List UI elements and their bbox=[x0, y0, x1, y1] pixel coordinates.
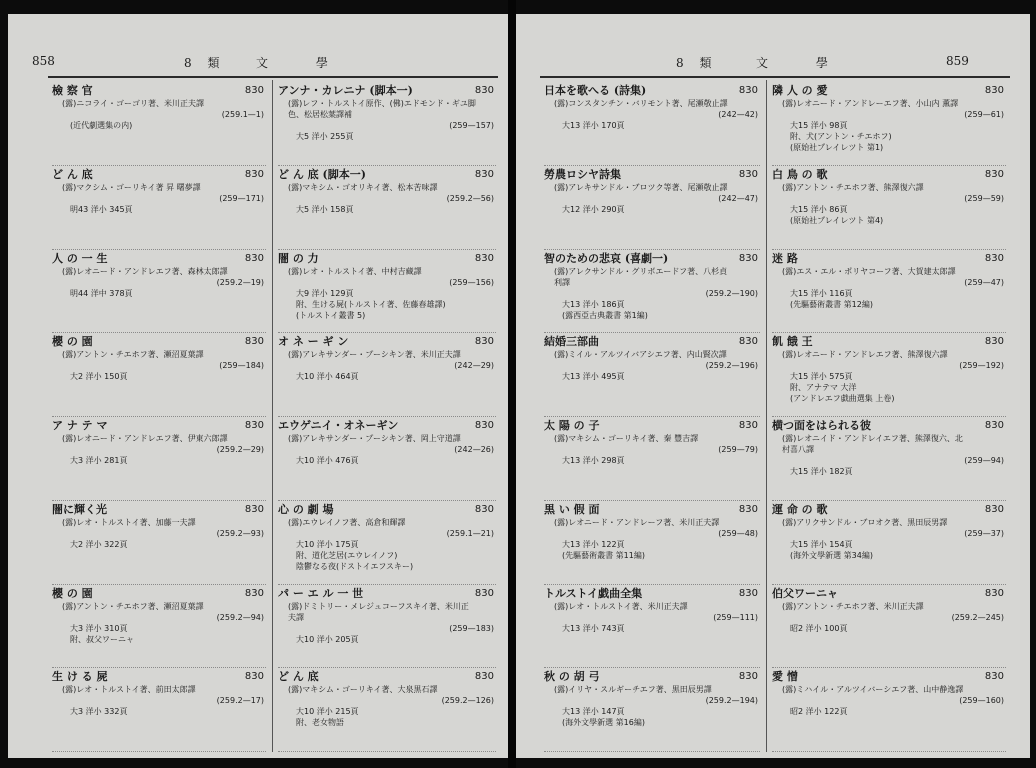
entry-title: パ ー エ ル 一 世 bbox=[278, 586, 364, 600]
entry-class-code: 830 bbox=[984, 503, 1004, 515]
entry-author-line: (露)ミハイル・アルツイバーシエフ著、山中静逸譯 bbox=[782, 685, 964, 695]
entry-title: 運 命 の 歌 bbox=[772, 502, 828, 516]
entry-author-line: (露)アレクサンドル・グリボエードフ著、八杉貞 bbox=[554, 266, 728, 276]
entry-meta-line: 大15 洋小 116頁 bbox=[790, 288, 853, 298]
catalog-entry bbox=[52, 166, 266, 250]
entry-author-line: (露)ドミトリー・メレジュコーフスキイ著、米川正 bbox=[288, 601, 469, 611]
entry-author-line: (露)アレキサンドル・ブロツク等著、尾瀬敬止譯 bbox=[554, 182, 728, 192]
entry-meta-line: 大13 洋小 298頁 bbox=[562, 456, 625, 465]
entry-meta-line: 昭2 洋小 100頁 bbox=[790, 623, 848, 633]
entry-meta-line: 大2 洋小 322頁 bbox=[70, 539, 128, 549]
left-columns bbox=[8, 82, 508, 752]
entry-class-code: 830 bbox=[244, 420, 264, 431]
catalog-entry bbox=[278, 82, 496, 166]
entry-call-number: (259.2—29) bbox=[216, 445, 264, 454]
entry-meta-line: (アンドレエフ戯曲選集 上卷) bbox=[790, 394, 895, 404]
entry-call-number: (259—183) bbox=[449, 623, 494, 633]
entry-call-number: (242—42) bbox=[718, 110, 758, 119]
entry-meta-line: 明44 洋中 378頁 bbox=[70, 288, 133, 298]
entry-class-code: 830 bbox=[474, 85, 494, 96]
entry-title: 隣 人 の 愛 bbox=[772, 84, 828, 97]
entry-class-code: 830 bbox=[738, 252, 758, 264]
entry-call-number: (259—192) bbox=[959, 361, 1004, 371]
left-class-label: 8 類 bbox=[184, 56, 226, 70]
entry-class-code: 830 bbox=[738, 336, 758, 348]
entry-class-code: 830 bbox=[244, 85, 264, 96]
entry-meta-line: 大2 洋小 150頁 bbox=[70, 372, 128, 382]
catalog-entry bbox=[52, 250, 266, 334]
column-4 bbox=[772, 82, 1006, 752]
right-page bbox=[516, 14, 1030, 758]
entry-meta-line: (海外文學新選 第16編) bbox=[562, 718, 645, 728]
entry-call-number: (259—94) bbox=[964, 456, 1004, 465]
entry-meta-line: (近代劇選集の内) bbox=[70, 121, 133, 130]
entry-author-line: (露)レフ・トルストイ原作、(佛)エドモンド・ギユ脚 bbox=[288, 99, 476, 108]
entry-call-number: (242—47) bbox=[718, 193, 758, 203]
catalog-entry bbox=[772, 82, 1006, 166]
entry-meta-line: 大15 洋小 182頁 bbox=[790, 467, 853, 476]
entry-class-code: 830 bbox=[474, 252, 494, 264]
entry-title: 太 陽 の 子 bbox=[544, 419, 600, 432]
entry-meta-line: 大3 洋小 310頁 bbox=[70, 623, 128, 633]
entry-title: 伯父ワーニャ bbox=[772, 586, 838, 600]
entry-author-line: (露)マキシム・ゴーリキイ著、大泉黒石譯 bbox=[288, 685, 438, 695]
entry-meta-line: 大9 洋小 129頁 bbox=[296, 288, 354, 298]
entry-class-code: 830 bbox=[244, 587, 264, 599]
entry-author-line: (露)ミイル・アルツイバアシエフ著、内山賢次譯 bbox=[554, 350, 727, 360]
entry-meta-line: 大15 洋小 86頁 bbox=[790, 204, 848, 214]
catalog-entry bbox=[52, 82, 266, 166]
entry-title: 生 け る 屍 bbox=[52, 670, 108, 684]
entry-author-line: (露)マキシム・ゴーリキイ著、秦 豐吉譯 bbox=[554, 434, 699, 443]
entry-author-line: (露)アントン・チエホフ著、米川正夫譯 bbox=[782, 601, 924, 611]
catalog-entry bbox=[544, 417, 760, 501]
entry-meta-line: 大5 洋小 255頁 bbox=[296, 132, 354, 141]
entry-meta-line: (トルストイ叢書 5) bbox=[296, 310, 366, 320]
catalog-entry bbox=[278, 166, 496, 250]
entry-call-number: (259.1—1) bbox=[221, 110, 264, 119]
entry-call-number: (259—157) bbox=[449, 121, 494, 130]
catalog-entry bbox=[278, 333, 496, 417]
entry-author-line: 夫譯 bbox=[288, 612, 304, 622]
entry-class-code: 830 bbox=[474, 168, 494, 180]
entry-meta-line: 大15 洋小 154頁 bbox=[790, 539, 853, 549]
entry-call-number: (259—37) bbox=[964, 528, 1004, 538]
entry-call-number: (259—47) bbox=[964, 277, 1004, 287]
entry-author-line: (露)ニコライ・ゴーゴリ著、米川正夫譯 bbox=[62, 99, 205, 108]
right-page-number: 859 bbox=[946, 54, 969, 68]
entry-title: 櫻 の 園 bbox=[52, 335, 93, 349]
entry-title: オ ネ ー ギ ン bbox=[278, 335, 349, 349]
entry-class-code: 830 bbox=[984, 85, 1004, 96]
entry-meta-line: 大13 洋小 495頁 bbox=[562, 372, 625, 382]
catalog-entry bbox=[544, 585, 760, 669]
entry-meta-line: (露西亞古典叢書 第1編) bbox=[562, 310, 648, 320]
entry-meta-line: (原始社プレイレツト 第1) bbox=[790, 143, 884, 152]
entry-class-code: 830 bbox=[474, 671, 494, 683]
entry-author-line: (露)アントン・チエホフ著、瀬沼夏葉譯 bbox=[62, 350, 204, 360]
column-2 bbox=[278, 82, 496, 752]
entry-author-line: (露)マクシム・ゴーリキイ著 昇 曙夢譯 bbox=[62, 182, 201, 192]
catalog-entry bbox=[544, 250, 760, 334]
entry-call-number: (259.2—19) bbox=[216, 277, 264, 287]
catalog-entry bbox=[52, 501, 266, 585]
catalog-entry bbox=[52, 585, 266, 669]
column-3 bbox=[544, 82, 760, 752]
entry-title: ア ナ テ マ bbox=[52, 419, 108, 432]
entry-title: 智のための悲哀 (喜劇一) bbox=[544, 251, 669, 265]
entry-author-line: (露)アリクサンドル・ブロオク著、黒田辰男譯 bbox=[782, 517, 948, 527]
entry-class-code: 830 bbox=[984, 671, 1004, 683]
entry-class-code: 830 bbox=[244, 168, 264, 180]
right-header-rule bbox=[540, 76, 1010, 78]
entry-title: 結婚三部曲 bbox=[544, 335, 599, 349]
entry-author-line: (露)コンスタンチン・バリモント著、尾瀬敬止譯 bbox=[554, 99, 728, 108]
entry-call-number: (259.2—190) bbox=[705, 288, 758, 298]
entry-class-code: 830 bbox=[244, 252, 264, 264]
entry-meta-line: 大13 洋小 170頁 bbox=[562, 121, 625, 130]
right-subject-label: 文 學 bbox=[756, 56, 850, 70]
entry-title: 秋 の 胡 弓 bbox=[544, 670, 600, 684]
entry-title: 檢 察 官 bbox=[52, 84, 93, 97]
catalog-entry bbox=[278, 585, 496, 669]
catalog-entry bbox=[278, 250, 496, 334]
entry-call-number: (259—184) bbox=[219, 361, 264, 371]
entry-call-number: (242—26) bbox=[454, 445, 494, 454]
entry-meta-line: 大13 洋小 743頁 bbox=[562, 623, 625, 633]
entry-meta-line: 大13 洋小 122頁 bbox=[562, 539, 625, 549]
entry-meta-line: 大10 洋小 464頁 bbox=[296, 372, 359, 382]
entry-class-code: 830 bbox=[984, 587, 1004, 599]
entry-class-code: 830 bbox=[738, 168, 758, 180]
entry-author-line: (露)レオ・トルストイ著、中村吉藏譯 bbox=[288, 266, 422, 276]
entry-call-number: (259—61) bbox=[964, 110, 1004, 119]
entry-author-line: (露)レオニード・アンドレエフ著、熊澤復六譯 bbox=[782, 350, 948, 360]
left-subject-label: 文 學 bbox=[256, 56, 350, 70]
entry-class-code: 830 bbox=[244, 336, 264, 348]
entry-class-code: 830 bbox=[738, 85, 758, 96]
entry-call-number: (259.2—94) bbox=[216, 612, 264, 622]
catalog-entry bbox=[772, 166, 1006, 250]
entry-call-number: (259.2—56) bbox=[446, 193, 494, 203]
entry-meta-line: 大3 洋小 281頁 bbox=[70, 456, 128, 465]
entry-class-code: 830 bbox=[984, 168, 1004, 180]
entry-call-number: (242—29) bbox=[454, 361, 494, 371]
entry-call-number: (259.2—196) bbox=[705, 361, 758, 371]
catalog-entry bbox=[544, 166, 760, 250]
catalog-entry bbox=[52, 333, 266, 417]
entry-author-line: (露)レオ・トルストイ著、前田太郎譯 bbox=[62, 685, 196, 695]
entry-meta-line: 大10 洋小 175頁 bbox=[296, 539, 359, 549]
catalog-entry bbox=[544, 82, 760, 166]
entry-meta-line: 附、叔父ワーニャ bbox=[70, 634, 134, 644]
entry-author-line: (露)アントン・チエホフ著、瀬沼夏葉譯 bbox=[62, 601, 204, 611]
entry-author-line: (露)アントン・チエホフ著、熊澤復六譯 bbox=[782, 182, 924, 192]
left-header-rule bbox=[48, 76, 498, 78]
column-1 bbox=[52, 82, 266, 752]
entry-class-code: 830 bbox=[474, 336, 494, 348]
entry-meta-line: 大10 洋小 476頁 bbox=[296, 456, 359, 465]
entry-meta-line: (原始社プレイレツト 第4) bbox=[790, 215, 884, 225]
entry-class-code: 830 bbox=[738, 671, 758, 683]
entry-author-line: (露)レオ・トルストイ著、米川正夫譯 bbox=[554, 601, 688, 611]
catalog-entry bbox=[278, 668, 496, 752]
catalog-entry bbox=[544, 668, 760, 752]
left-running-head bbox=[8, 54, 508, 74]
entry-call-number: (259—156) bbox=[449, 277, 494, 287]
entry-meta-line: 大15 洋小 575頁 bbox=[790, 372, 853, 382]
catalog-entry bbox=[52, 417, 266, 501]
entry-call-number: (259—59) bbox=[964, 193, 1004, 203]
entry-title: ど ん 底 bbox=[278, 670, 319, 684]
entry-title: 横つ面をはられる彼 bbox=[772, 419, 871, 432]
entry-title: エウゲニイ・オネーギン bbox=[278, 419, 399, 432]
entry-author-line: 利譯 bbox=[554, 277, 570, 287]
entry-author-line: (露)レオニード・アンドレーフ著、米川正夫譯 bbox=[554, 517, 720, 527]
entry-call-number: (259.2—245) bbox=[951, 612, 1004, 622]
entry-author-line: 村喜八譯 bbox=[782, 445, 814, 454]
entry-author-line: (露)レオ・トルストイ著、加藤一夫譯 bbox=[62, 517, 196, 527]
entry-class-code: 830 bbox=[738, 587, 758, 599]
catalog-entry bbox=[772, 585, 1006, 669]
entry-author-line: (露)アレキサンダー・プーシキン著、岡上守道譯 bbox=[288, 434, 461, 443]
right-running-head bbox=[516, 54, 1030, 74]
catalog-entry bbox=[772, 250, 1006, 334]
entry-call-number: (259—160) bbox=[959, 696, 1004, 706]
catalog-entry bbox=[544, 333, 760, 417]
entry-title: トルストイ戯曲全集 bbox=[544, 586, 643, 600]
entry-author-line: (露)レオニード・アンドレエフ著、伊東六郎譯 bbox=[62, 434, 228, 443]
entry-meta-line: (先驅藝術叢書 第12編) bbox=[790, 299, 873, 309]
catalog-entry bbox=[278, 501, 496, 585]
entry-title: 心 の 劇 場 bbox=[278, 502, 334, 516]
entry-class-code: 830 bbox=[474, 420, 494, 431]
book-gutter bbox=[508, 0, 516, 768]
entry-title: 櫻 の 園 bbox=[52, 586, 93, 600]
entry-meta-line: 附、犬(アントン・チエホフ) bbox=[790, 132, 892, 141]
entry-call-number: (259—48) bbox=[718, 528, 758, 538]
entry-author-line: (露)エス・エル・ポリヤコーフ著、大賀建太郎譯 bbox=[782, 266, 956, 276]
catalog-entry bbox=[52, 668, 266, 752]
entry-meta-line: 大3 洋小 332頁 bbox=[70, 707, 128, 717]
entry-call-number: (259.2—93) bbox=[216, 528, 264, 538]
catalog-entry bbox=[772, 668, 1006, 752]
entry-title: 勞農ロシヤ詩集 bbox=[544, 167, 621, 181]
entry-call-number: (259—111) bbox=[713, 612, 758, 622]
entry-meta-line: 明43 洋小 345頁 bbox=[70, 204, 133, 214]
right-class-label: 8 類 bbox=[676, 56, 718, 70]
entry-meta-line: (海外文學新選 第34編) bbox=[790, 550, 873, 560]
catalog-entry bbox=[772, 333, 1006, 417]
entry-title: 愛 憎 bbox=[772, 670, 798, 684]
entry-author-line: (露)レオニード・アンドレーエフ著、小山内 薫譯 bbox=[782, 99, 959, 108]
entry-title: 闇に輝く光 bbox=[52, 502, 107, 516]
entry-class-code: 830 bbox=[738, 420, 758, 431]
entry-meta-line: 大10 洋小 205頁 bbox=[296, 634, 359, 644]
entry-author-line: (露)アレキサンダー・プーシキン著、米川正夫譯 bbox=[288, 350, 461, 360]
right-columns bbox=[516, 82, 1030, 752]
entry-meta-line: (先驅藝術叢書 第11編) bbox=[562, 550, 645, 560]
entry-author-line: (露)エウレイノフ著、高倉和輝譯 bbox=[288, 517, 406, 527]
entry-title: ど ん 底 bbox=[52, 167, 93, 181]
entry-title: ど ん 底 (脚本一) bbox=[278, 167, 366, 181]
entry-class-code: 830 bbox=[984, 420, 1004, 431]
entry-meta-line: 附、老女物語 bbox=[296, 718, 344, 728]
entry-author-line: (露)マキシム・ゴオリキイ著、松本苦味譯 bbox=[288, 182, 438, 192]
entry-class-code: 830 bbox=[474, 587, 494, 599]
catalog-entry bbox=[772, 417, 1006, 501]
entry-class-code: 830 bbox=[738, 503, 758, 515]
entry-meta-line: 大5 洋小 158頁 bbox=[296, 204, 354, 214]
entry-meta-line: 大12 洋小 290頁 bbox=[562, 204, 625, 214]
entry-title: 日本を歌へる (詩集) bbox=[544, 84, 647, 97]
entry-title: 白 鳥 の 歌 bbox=[772, 167, 828, 181]
entry-meta-line: 大13 洋小 147頁 bbox=[562, 707, 625, 717]
entry-class-code: 830 bbox=[984, 336, 1004, 348]
entry-class-code: 830 bbox=[244, 503, 264, 515]
entry-call-number: (259.2—194) bbox=[705, 696, 758, 706]
entry-title: 闇 の 力 bbox=[278, 251, 319, 265]
catalog-entry bbox=[544, 501, 760, 585]
entry-meta-line: 昭2 洋小 122頁 bbox=[790, 707, 848, 717]
entry-author-line: (露)イリヤ・スルギーチエフ著、黒田辰男譯 bbox=[554, 685, 712, 695]
left-page-number: 858 bbox=[32, 54, 55, 68]
entry-meta-line: 附、アナテマ 大洋 bbox=[790, 383, 857, 393]
entry-class-code: 830 bbox=[244, 671, 264, 683]
entry-call-number: (259—79) bbox=[718, 445, 758, 454]
entry-meta-line: 附、生ける屍(トルストイ著、佐藤春雄譯) bbox=[296, 299, 446, 309]
entry-call-number: (259.1—21) bbox=[446, 528, 494, 538]
entry-title: 飢 餓 王 bbox=[772, 335, 813, 349]
entry-class-code: 830 bbox=[474, 503, 494, 515]
entry-author-line: (露)レオニイド・アンドレイエフ著、熊澤復六、北 bbox=[782, 434, 963, 443]
entry-meta-line: 大10 洋小 215頁 bbox=[296, 707, 359, 717]
entry-author-line: (露)レオニード・アンドレエフ著、森林太郎譯 bbox=[62, 266, 228, 276]
entry-author-line: 色、松居松葉譯補 bbox=[288, 110, 352, 119]
entry-title: 黒 い 假 面 bbox=[544, 502, 600, 516]
entry-call-number: (259.2—126) bbox=[441, 696, 494, 706]
entry-title: 迷 路 bbox=[772, 251, 798, 265]
entry-meta-line: 大15 洋小 98頁 bbox=[790, 121, 848, 130]
entry-title: アンナ・カレニナ (脚本一) bbox=[278, 84, 413, 97]
entry-meta-line: 陰鬱なる夜(ドストイエフスキー) bbox=[296, 561, 414, 571]
catalog-entry bbox=[278, 417, 496, 501]
entry-class-code: 830 bbox=[984, 252, 1004, 264]
left-page bbox=[8, 14, 508, 758]
entry-meta-line: 附、道化芝居(エウレイノフ) bbox=[296, 550, 398, 560]
entry-call-number: (259.2—17) bbox=[216, 696, 264, 706]
entry-title: 人 の 一 生 bbox=[52, 251, 108, 265]
entry-meta-line: 大13 洋小 186頁 bbox=[562, 299, 625, 309]
catalog-entry bbox=[772, 501, 1006, 585]
entry-call-number: (259—171) bbox=[219, 193, 264, 203]
